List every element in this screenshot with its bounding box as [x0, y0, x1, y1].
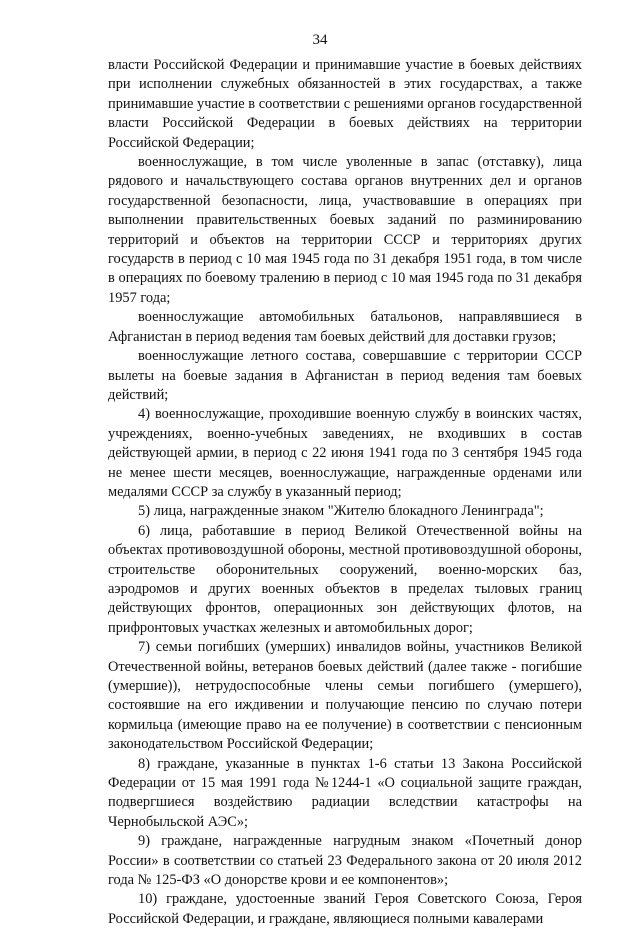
paragraph: военнослужащие, в том числе уволенные в запас (отставку), лица рядового и начальствующего состава органов внутренних дел и органов государственной безопасности, лица, участвовавшие в операциях при выполнении правительственных боевых заданий по разминированию территорий и объектов на территории СССР и территориях других государств в период с 10 мая 1945 года по 31 декабря 1951 года, в том числе в операциях по боевому тралению в период с 10 мая 1945 года по 31 декабря 1957 года; [108, 154, 582, 306]
paragraph: военнослужащие летного состава, совершавшие с территории СССР вылеты на боевые задания в Афганистан в период ведения там боевых действий; [108, 348, 582, 403]
paragraph: 5) лица, награжденные знаком "Жителю блокадного Ленинграда"; [138, 503, 544, 520]
paragraph: 8) граждане, указанные в пунктах 1-6 статьи 13 Закона Российской Федерации от 15 мая 1991 года №1244-1 «О социальной защите граждан, подвергшиеся воздействию радиации вследствии катастрофы на Чернобыльской АЭС»; [108, 755, 582, 830]
paragraph: 7) семьи погибших (умерших) инвалидов войны, участников Великой Отечественной войны, ветеранов боевых действий (далее также - погибшие (умершие)), нетрудоспособные члены семьи погибшего (умершего), состоявшие на его иждивении и получающие пенсию по случаю потери кормильца (имеющие право на ее получение) в соответствии с пенсионным законодательством Российской Федерации; [108, 639, 582, 753]
paragraph: власти Российской Федерации и принимавшие участие в боевых действиях при исполнении служебных обязанностей в этих государствах, а также принимавшие участие в соответствии с решениями органов государственной власти Российской Федерации в боевых действиях на территории Российской Федерации; [108, 57, 582, 151]
paragraph: 4) военнослужащие, проходившие военную службу в воинских частях, учреждениях, военно-учебных заведениях, не входивших в состав действующей армии, в период с 22 июня 1941 года по 3 сентября 1945 года не менее шести месяцев, военнослужащие, награжденные орденами или медалями СССР за службу в указанный период; [108, 406, 582, 500]
paragraph: 6) лица, работавшие в период Великой Отечественной войны на объектах противовоздушной обороны, местной противовоздушной обороны, строительстве оборонительных сооружений, военно-морских баз, аэродромов и других военных объектов в пределах тыловых границ действующих фронтов, операционных зон действующих флотов, на прифронтовых участках железных и автомобильных дорог; [108, 522, 582, 636]
paragraph: 10) граждане, удостоенные званий Героя Советского Союза, Героя Российской Федерации, и граждане, являющиеся полными кавалерами [108, 891, 582, 927]
paragraph: военнослужащие автомобильных батальонов, направлявшиеся в Афганистан в период ведения там боевых действий для доставки грузов; [108, 309, 582, 345]
document-body [108, 56, 582, 929]
page-number: 34 [312, 32, 328, 48]
paragraph: 9) граждане, награжденные нагрудным знаком «Почетный донор России» в соответствии со статьей 23 Федерального закона от 20 июля 2012 года № 125-ФЗ «О донорстве крови и ее компонентов»; [108, 833, 582, 889]
